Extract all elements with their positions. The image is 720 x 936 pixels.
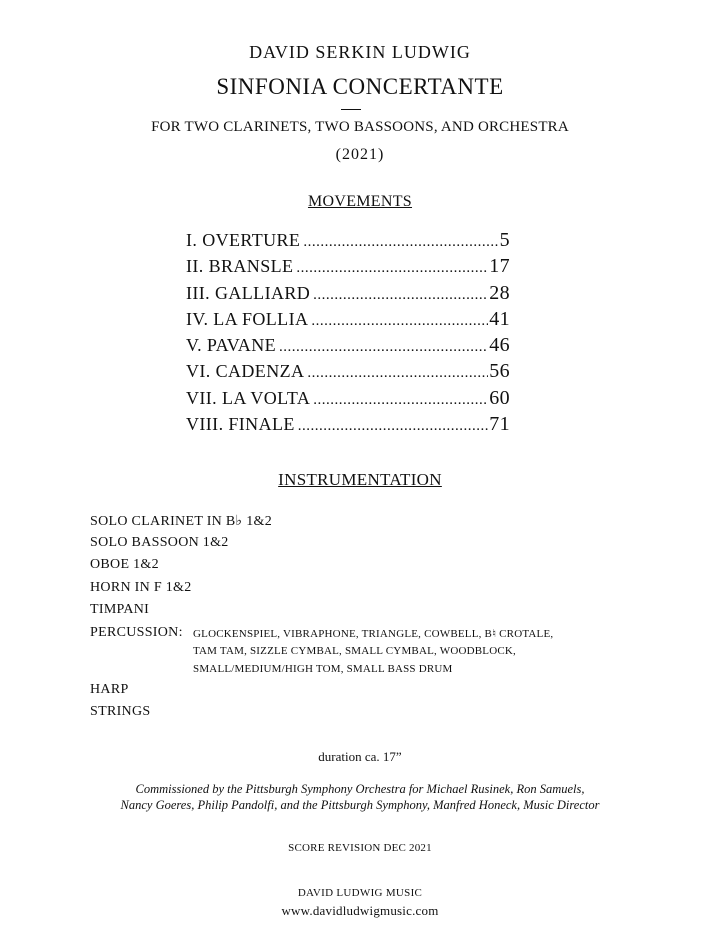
movement-page: 71 xyxy=(489,413,510,436)
percussion-label: PERCUSSION: xyxy=(90,625,183,640)
movement-title: II. BRANSLE xyxy=(186,256,294,277)
publisher-name: DAVID LUDWIG MUSIC xyxy=(297,887,423,899)
work-title: SINFONIA CONCERTANTE xyxy=(216,74,504,99)
movement-page: 56 xyxy=(489,360,510,383)
dot-leader xyxy=(307,365,488,382)
movement-row xyxy=(186,360,510,386)
dot-leader xyxy=(303,234,498,251)
movement-page: 46 xyxy=(489,334,510,357)
dot-leader xyxy=(279,339,488,356)
movement-row xyxy=(186,387,510,413)
duration-note: duration ca. 17” xyxy=(318,749,402,764)
movement-row xyxy=(186,255,510,281)
instrument-strings: STRINGS xyxy=(90,704,151,719)
instrument-timpani: TIMPANI xyxy=(90,602,150,617)
dot-leader xyxy=(313,287,488,304)
instrumentation-heading: INSTRUMENTATION xyxy=(278,470,442,489)
movement-page: 28 xyxy=(489,281,510,304)
movement-row xyxy=(186,229,510,255)
movement-row xyxy=(186,308,510,334)
publisher-website: www.davidludwigmusic.com xyxy=(281,903,439,918)
percussion-line: SMALL/MEDIUM/HIGH TOM, SMALL BASS DRUM xyxy=(193,663,453,675)
movement-title: III. GALLIARD xyxy=(186,282,311,303)
instrument-solo-clarinet: SOLO CLARINET IN B♭ 1&2 xyxy=(90,514,273,529)
instrument-harp: HARP xyxy=(90,682,129,697)
movement-row xyxy=(186,334,510,360)
movement-title: I. OVERTURE xyxy=(186,230,301,250)
work-subtitle: FOR TWO CLARINETS, TWO BASSOONS, AND ORCHESTRA xyxy=(151,119,569,135)
movement-page: 41 xyxy=(489,307,510,330)
movement-title: VIII. FINALE xyxy=(186,414,295,435)
movement-page: 17 xyxy=(489,255,510,278)
instrument-solo-bassoon: SOLO BASSOON 1&2 xyxy=(90,535,229,550)
movement-page: 5 xyxy=(499,229,510,251)
score-revision: SCORE REVISION DEC 2021 xyxy=(288,842,432,854)
dot-leader xyxy=(313,392,488,409)
percussion-line: TAM TAM, SIZZLE CYMBAL, SMALL CYMBAL, WOODBLOCK, xyxy=(193,645,516,657)
movement-title: VII. LA VOLTA xyxy=(186,387,311,408)
movement-row xyxy=(186,413,510,439)
commission-line: Nancy Goeres, Philip Pandolfi, and the Pittsburgh Symphony, Manfred Honeck, Music Director xyxy=(120,798,600,812)
movements-list xyxy=(186,229,510,439)
dot-leader xyxy=(311,313,488,330)
dot-leader xyxy=(298,418,488,435)
movement-title: VI. CADENZA xyxy=(186,361,305,382)
movement-row xyxy=(186,282,510,308)
instrument-horn: HORN IN F 1&2 xyxy=(90,580,192,595)
percussion-line: GLOCKENSPIEL, VIBRAPHONE, TRIANGLE, COWBELL, B♮ CROTALE, xyxy=(193,628,554,640)
movement-page: 60 xyxy=(489,386,510,409)
title-divider xyxy=(341,109,361,110)
dot-leader xyxy=(296,260,488,277)
movement-title: V. PAVANE xyxy=(186,335,276,356)
instrument-oboe: OBOE 1&2 xyxy=(90,557,159,572)
composition-year: (2021) xyxy=(335,146,385,163)
composer-name: DAVID SERKIN LUDWIG xyxy=(249,42,471,62)
movements-heading: MOVEMENTS xyxy=(307,193,413,210)
commission-line: Commissioned by the Pittsburgh Symphony Orchestra for Michael Rusinek, Ron Samuels, xyxy=(135,782,585,796)
movement-title: IV. LA FOLLIA xyxy=(186,308,309,329)
